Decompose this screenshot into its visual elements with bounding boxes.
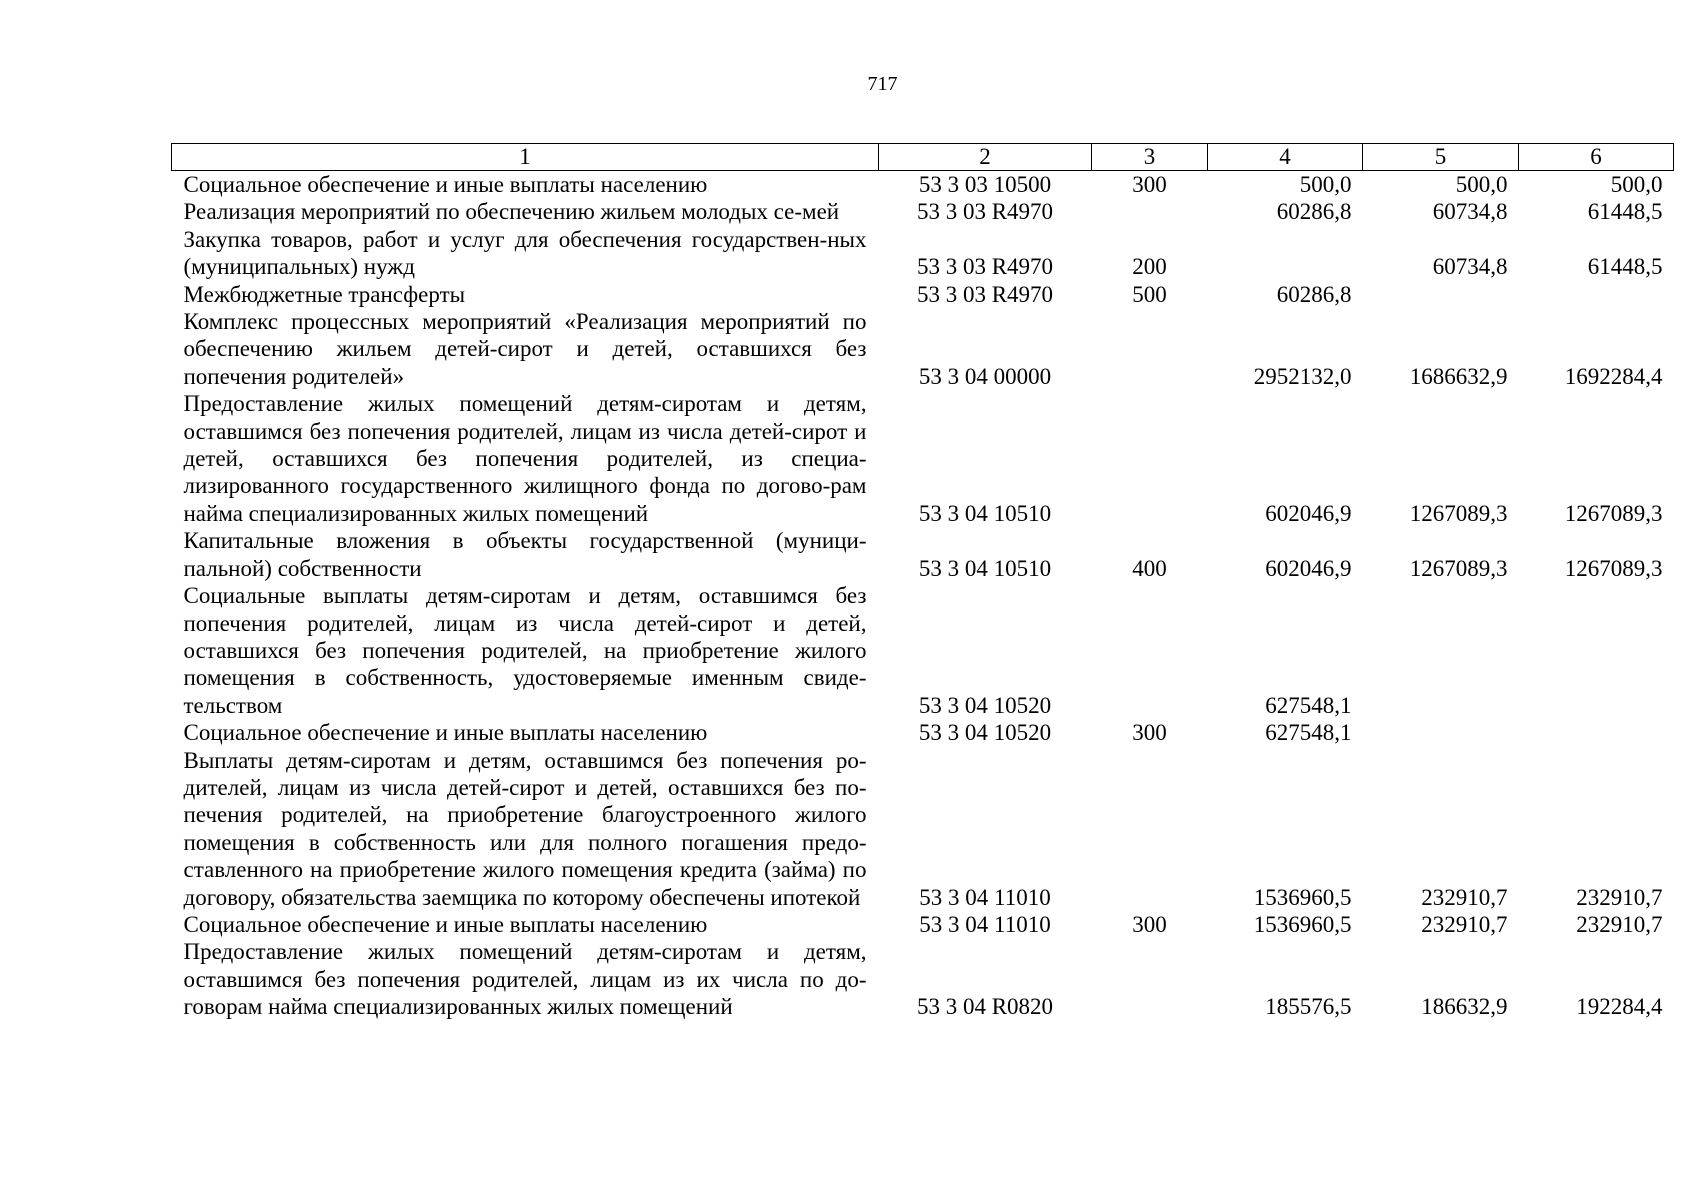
row-value-col6: 232910,7: [1576, 911, 1663, 937]
row-name: Социальное обеспечение и иные выплаты населению: [183, 911, 708, 937]
row-value-col5: 1267089,3: [1409, 500, 1508, 526]
table-row: [172, 938, 1674, 1020]
row-name: Социальное обеспечение и иные выплаты населению: [183, 172, 708, 197]
row-value-col5: [1363, 582, 1519, 719]
table-row: [172, 198, 1674, 225]
row-value-col6: 61448,5: [1587, 199, 1663, 225]
row-code: 53 3 04 11010: [919, 884, 1051, 910]
row-value-col4: [1208, 226, 1363, 281]
row-value-col5: 60734,8: [1432, 199, 1508, 225]
header-cell: 6: [1519, 144, 1674, 171]
row-value-col5: [1363, 719, 1519, 746]
table-row: [172, 582, 1674, 719]
row-value-col6: [1519, 582, 1674, 719]
row-code: 53 3 03 R4970: [916, 199, 1054, 225]
row-code: 53 3 04 10510: [918, 555, 1052, 581]
row-expense-type: [1092, 747, 1208, 911]
row-expense-type: [1092, 198, 1208, 225]
row-value-col5: 500,0: [1455, 172, 1508, 197]
row-name: Предоставление жилых помещений детям-сиротам и детям, оставшимся без попечения родителей, лицам из числа детей-сирот и детей, оставшихся без попечения родителей, из специа-лизированного государственного жилищного фонда по догово-рам найма специализированных жилых помещений: [183, 391, 867, 526]
table-row: [172, 390, 1674, 527]
table-body: [172, 171, 1674, 1021]
row-value-col6: 1267089,3: [1564, 555, 1663, 581]
row-name: Комплекс процессных мероприятий «Реализация мероприятий по обеспечению жильем детей-сирот и детей, оставшихся без попечения родителей»: [183, 309, 867, 389]
row-code: 53 3 04 00000: [918, 363, 1052, 389]
header-cell: 4: [1208, 144, 1363, 171]
row-code: 53 3 04 10520: [918, 720, 1052, 746]
row-code: 53 3 04 10520: [918, 692, 1052, 718]
row-value-col6: 1692284,4: [1564, 363, 1663, 389]
row-value-col4: 2952132,0: [1253, 363, 1352, 389]
row-value-col5: 232910,7: [1421, 911, 1508, 937]
row-value-col5: 232910,7: [1421, 884, 1508, 910]
row-value-col6: 192284,4: [1576, 994, 1663, 1020]
row-value-col6: [1519, 281, 1674, 308]
header-row: [172, 144, 1674, 171]
row-value-col4: 627548,1: [1265, 692, 1352, 718]
row-name: Выплаты детям-сиротам и детям, оставшимся без попечения ро-дителей, лицам из числа детей-сирот и детей, оставшихся без по-печения родителей, на приобретение благоустроенного жилого помещения в собственность или для полного погашения предо-ставленного на приобретение жилого помещения кредита (займа) по договору, обязательства заемщика по которому обеспечены ипотекой: [183, 747, 867, 910]
row-expense-type: 200: [1132, 254, 1167, 280]
table-row: [172, 747, 1674, 911]
row-value-col5: 186632,9: [1421, 994, 1508, 1020]
row-value-col5: 1686632,9: [1409, 363, 1508, 389]
table-row: [172, 911, 1674, 938]
table-row: [172, 171, 1674, 199]
row-expense-type: [1092, 308, 1208, 390]
row-name: Социальное обеспечение и иные выплаты населению: [183, 720, 708, 746]
row-value-col6: 1267089,3: [1564, 500, 1663, 526]
header-cell: 3: [1092, 144, 1208, 171]
row-name: Межбюджетные трансферты: [183, 281, 466, 307]
header-cell: 1: [172, 144, 879, 171]
row-value-col5: [1363, 281, 1519, 308]
row-value-col5: 60734,8: [1432, 254, 1508, 280]
row-value-col4: 1536960,5: [1253, 884, 1352, 910]
header-cell: 5: [1363, 144, 1519, 171]
row-value-col5: 1267089,3: [1409, 555, 1508, 581]
row-expense-type: 400: [1132, 555, 1167, 581]
row-name: Социальные выплаты детям-сиротам и детям, оставшимся без попечения родителей, лицам из числа детей-сирот и детей, оставшихся без попечения родителей, на приобретение жилого помещения в собственность, удостоверяемые именным свиде-тельством: [183, 583, 867, 718]
table-row: [172, 527, 1674, 582]
row-code: 53 3 03 10500: [918, 172, 1052, 197]
row-expense-type: 300: [1132, 911, 1167, 937]
row-expense-type: [1092, 390, 1208, 527]
row-name: Закупка товаров, работ и услуг для обеспечения государствен-ных (муниципальных) нужд: [183, 226, 867, 280]
row-expense-type: 300: [1132, 720, 1167, 746]
header-cell: 2: [879, 144, 1092, 171]
row-value-col4: 602046,9: [1265, 555, 1352, 581]
row-name: Реализация мероприятий по обеспечению жильем молодых се-мей: [183, 199, 840, 225]
table-row: [172, 281, 1674, 308]
row-value-col6: 61448,5: [1587, 254, 1663, 280]
row-code: 53 3 04 11010: [919, 911, 1051, 937]
row-expense-type: 500: [1132, 281, 1167, 307]
row-value-col4: 602046,9: [1265, 500, 1352, 526]
page-number: 717: [867, 73, 898, 95]
row-value-col6: 232910,7: [1576, 884, 1663, 910]
budget-table: [171, 143, 1674, 1021]
row-expense-type: [1092, 938, 1208, 1020]
row-code: 53 3 04 R0820: [916, 994, 1054, 1020]
row-value-col4: 60286,8: [1276, 281, 1352, 307]
row-value-col4: 500,0: [1299, 172, 1352, 197]
row-code: 53 3 04 10510: [918, 500, 1052, 526]
table-row: [172, 308, 1674, 390]
row-code: 53 3 03 R4970: [916, 254, 1054, 280]
row-name: Предоставление жилых помещений детям-сиротам и детям, оставшимся без попечения родителей, лицам из их числа по до-говорам найма специализированных жилых помещений: [183, 939, 867, 1020]
row-expense-type: [1092, 582, 1208, 719]
row-value-col4: 60286,8: [1276, 199, 1352, 225]
row-expense-type: 300: [1132, 172, 1167, 197]
row-value-col6: [1519, 719, 1674, 746]
row-value-col4: 627548,1: [1265, 720, 1352, 746]
row-name: Капитальные вложения в объекты государственной (муници-пальной) собственности: [183, 528, 867, 581]
table-row: [172, 719, 1674, 746]
row-value-col4: 1536960,5: [1253, 911, 1352, 937]
row-code: 53 3 03 R4970: [916, 281, 1054, 307]
row-value-col4: 185576,5: [1265, 994, 1352, 1020]
row-value-col6: 500,0: [1610, 172, 1663, 197]
table-row: [172, 226, 1674, 281]
